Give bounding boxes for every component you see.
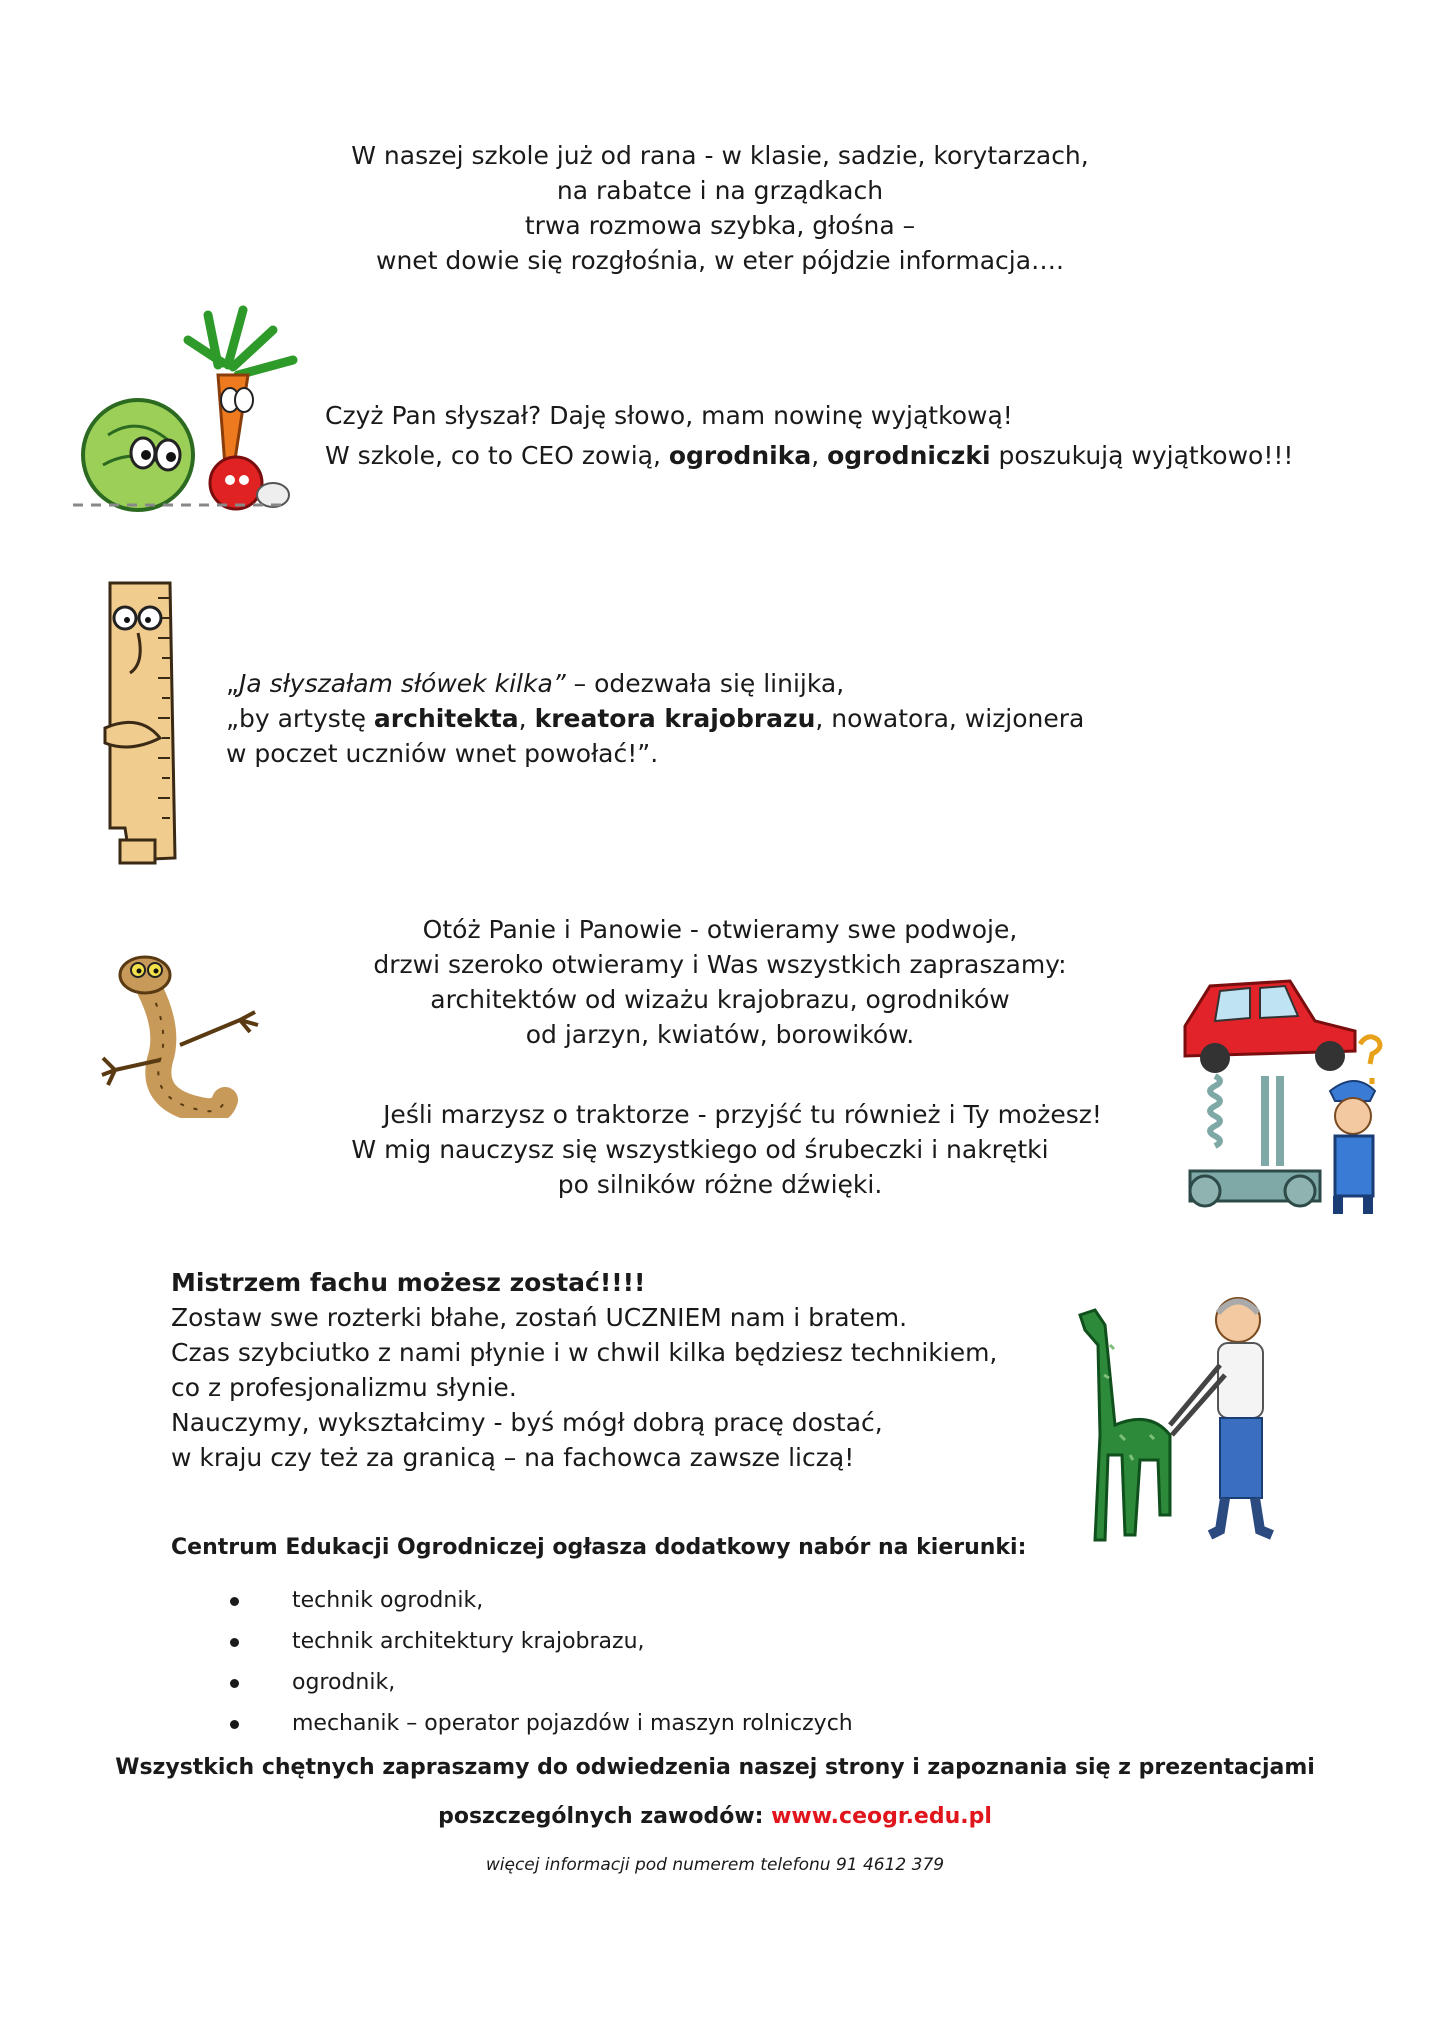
stanza-ruler xyxy=(226,666,1226,771)
closing-website-line xyxy=(95,1804,1335,1829)
stanza-news xyxy=(325,398,1325,473)
stanza-line: od jarzyn, kwiatów, borowików. xyxy=(525,1020,915,1049)
stanza-line: w poczet uczniów wnet powołać!”. xyxy=(226,739,659,768)
stanza-line: Jeśli marzysz o traktorze - przyjść tu również i Ty możesz! xyxy=(383,1100,1102,1129)
stanza-line: po silników różne dźwięki. xyxy=(557,1170,883,1199)
stanza-line: W mig nauczysz się wszystkiego od śrubeczki i nakrętki xyxy=(351,1135,1049,1164)
stanza-line: Nauczymy, wykształcimy - byś mógł dobrą pracę dostać, xyxy=(171,1408,883,1437)
closing-line: Wszystkich chętnych zapraszamy do odwiedzenia naszej strony i zapoznania się z prezentacjami xyxy=(115,1755,1315,1780)
stanza-tractor xyxy=(320,1097,1120,1202)
closing-text: poszczególnych zawodów: xyxy=(438,1804,772,1829)
vegetables-icon xyxy=(68,305,300,535)
intro-line: W naszej szkole już od rana - w klasie, sadzie, korytarzach, xyxy=(351,141,1089,170)
car-mechanic-icon xyxy=(1170,966,1395,1220)
intro-line: na rabatce i na grządkach xyxy=(556,176,884,205)
phone-note: więcej informacji pod numerem telefonu 91 4612 379 xyxy=(485,1855,945,1875)
website-link[interactable]: www.ceogr.edu.pl xyxy=(771,1804,992,1829)
stanza-line: „Ja słyszałam słówek kilka” – odezwała się linijka, xyxy=(226,669,845,698)
stanza-line: Czas szybciutko z nami płynie i w chwil kilka będziesz technikiem, xyxy=(171,1338,998,1367)
worm-icon xyxy=(100,950,275,1118)
stanza-master xyxy=(171,1265,1071,1475)
list-item: technik architektury krajobrazu, xyxy=(230,1621,1130,1662)
stanza-line: drzwi szeroko otwieramy i Was wszystkich zapraszamy: xyxy=(373,950,1067,979)
bullet-icon xyxy=(230,1679,239,1688)
stanza-invitation xyxy=(320,912,1120,1052)
bullet-icon xyxy=(230,1597,239,1606)
list-item: technik ogrodnik, xyxy=(230,1580,1130,1621)
ruler-character-icon xyxy=(100,578,185,870)
intro-line: wnet dowie się rozgłośnia, w eter pójdzie informacja…. xyxy=(376,246,1064,275)
announcement-title: Centrum Edukacji Ogrodniczej ogłasza dodatkowy nabór na kierunki: xyxy=(171,1535,1027,1560)
stanza-line: Zostaw swe rozterki błahe, zostań UCZNIEM nam i bratem. xyxy=(171,1303,908,1332)
intro-line: trwa rozmowa szybka, głośna – xyxy=(524,211,916,240)
topiary-giraffe-gardener-icon xyxy=(1060,1285,1285,1547)
stanza-line: W szkole, co to CEO zowią, ogrodnika, ogrodniczki poszukują wyjątkowo!!! xyxy=(325,441,1294,470)
stanza-line: co z profesjonalizmu słynie. xyxy=(171,1373,517,1402)
stanza-line: w kraju czy też za granicą – na fachowca zawsze liczą! xyxy=(171,1443,855,1472)
program-list xyxy=(230,1580,1130,1744)
intro-stanza xyxy=(320,138,1120,278)
stanza-line: architektów od wizażu krajobrazu, ogrodników xyxy=(430,985,1010,1014)
bullet-icon xyxy=(230,1720,239,1729)
bullet-icon xyxy=(230,1638,239,1647)
stanza-line: Otóż Panie i Panowie - otwieramy swe podwoje, xyxy=(422,915,1018,944)
stanza-line: Czyż Pan słyszał? Daję słowo, mam nowinę wyjątkową! xyxy=(325,401,1013,430)
list-item: mechanik – operator pojazdów i maszyn rolniczych xyxy=(230,1703,1130,1744)
stanza-line: „by artystę architekta, kreatora krajobrazu, nowatora, wizjonera xyxy=(226,704,1085,733)
list-item: ogrodnik, xyxy=(230,1662,1130,1703)
stanza-heading: Mistrzem fachu możesz zostać!!!! xyxy=(171,1268,646,1297)
